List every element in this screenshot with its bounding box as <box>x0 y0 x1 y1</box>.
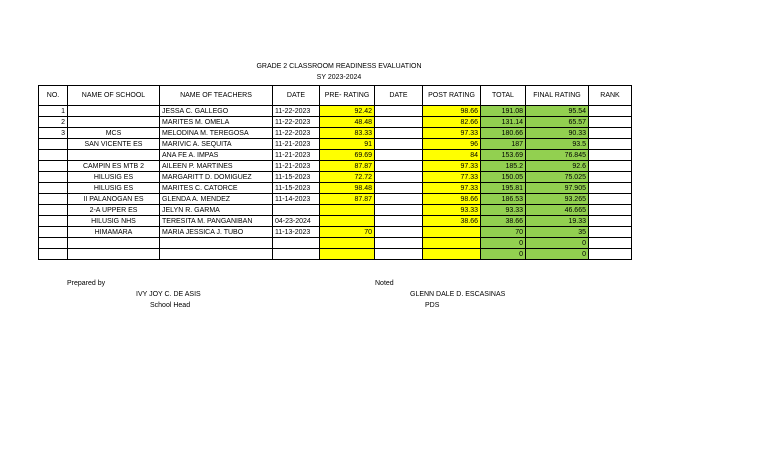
cell-rank <box>589 150 632 161</box>
table-row <box>39 249 632 260</box>
cell-teacher: ANA FE A. IMPAS <box>160 150 273 161</box>
cell-teacher: GLENDA A. MENDEZ <box>160 194 273 205</box>
col-total: TOTAL <box>481 86 526 106</box>
cell-school <box>68 106 160 117</box>
cell-no <box>39 139 68 150</box>
cell-school <box>68 117 160 128</box>
cell-final-rating: 46.665 <box>526 205 589 216</box>
cell-teacher: AILEEN P. MARTINES <box>160 161 273 172</box>
cell-school <box>68 238 160 249</box>
cell-pre-rating: 98.48 <box>320 183 375 194</box>
cell-final-rating: 35 <box>526 227 589 238</box>
cell-final-rating: 0 <box>526 249 589 260</box>
cell-final-rating: 95.54 <box>526 106 589 117</box>
cell-school: SAN VICENTE ES <box>68 139 160 150</box>
cell-rank <box>589 172 632 183</box>
cell-teacher: MARIVIC A. SEQUITA <box>160 139 273 150</box>
cell-post-rating: 38.66 <box>423 216 481 227</box>
cell-post-rating: 93.33 <box>423 205 481 216</box>
cell-no: 1 <box>39 106 68 117</box>
cell-rank <box>589 161 632 172</box>
cell-total: 195.81 <box>481 183 526 194</box>
cell-date-2 <box>375 172 423 183</box>
cell-no <box>39 172 68 183</box>
cell-date: 11-22-2023 <box>273 128 320 139</box>
cell-teacher: JESSA C. GALLEGO <box>160 106 273 117</box>
cell-school: HILUSIG ES <box>68 172 160 183</box>
cell-school: CAMPIN ES MTB 2 <box>68 161 160 172</box>
col-post-rating: POST RATING <box>423 86 481 106</box>
cell-final-rating: 93.5 <box>526 139 589 150</box>
cell-date-2 <box>375 117 423 128</box>
cell-date-2 <box>375 238 423 249</box>
cell-rank <box>589 216 632 227</box>
table-row <box>39 150 632 161</box>
cell-date: 11-15-2023 <box>273 172 320 183</box>
cell-post-rating: 82.66 <box>423 117 481 128</box>
cell-rank <box>589 227 632 238</box>
school-year: SY 2023-2024 <box>316 74 362 81</box>
cell-final-rating: 75.025 <box>526 172 589 183</box>
cell-date-2 <box>375 227 423 238</box>
cell-date: 04-23-2024 <box>273 216 320 227</box>
cell-final-rating: 93.265 <box>526 194 589 205</box>
cell-school: 2-A UPPER ES <box>68 205 160 216</box>
table-row <box>39 216 632 227</box>
cell-total: 93.33 <box>481 205 526 216</box>
cell-post-rating: 84 <box>423 150 481 161</box>
cell-post-rating: 97.33 <box>423 128 481 139</box>
cell-teacher <box>160 238 273 249</box>
cell-no <box>39 150 68 161</box>
cell-pre-rating: 87.87 <box>320 161 375 172</box>
cell-school <box>68 150 160 161</box>
cell-final-rating: 65.57 <box>526 117 589 128</box>
cell-no <box>39 205 68 216</box>
cell-total: 153.69 <box>481 150 526 161</box>
cell-rank <box>589 128 632 139</box>
cell-date: 11-14-2023 <box>273 194 320 205</box>
cell-date-2 <box>375 150 423 161</box>
evaluation-table <box>38 85 632 260</box>
cell-teacher: MARITES C. CATORCE <box>160 183 273 194</box>
cell-total: 38.66 <box>481 216 526 227</box>
cell-no <box>39 227 68 238</box>
cell-rank <box>589 249 632 260</box>
table-row <box>39 183 632 194</box>
cell-date: 11-21-2023 <box>273 150 320 161</box>
cell-pre-rating: 91 <box>320 139 375 150</box>
cell-date-2 <box>375 216 423 227</box>
cell-teacher: TERESITA M. PANGANIBAN <box>160 216 273 227</box>
cell-pre-rating <box>320 216 375 227</box>
cell-post-rating: 98.66 <box>423 106 481 117</box>
col-no: NO. <box>39 86 68 106</box>
cell-no <box>39 183 68 194</box>
cell-school: MCS <box>68 128 160 139</box>
cell-school: HILUSIG NHS <box>68 216 160 227</box>
col-school: NAME OF SCHOOL <box>68 86 160 106</box>
cell-total: 187 <box>481 139 526 150</box>
cell-final-rating: 76.845 <box>526 150 589 161</box>
cell-rank <box>589 139 632 150</box>
cell-date-2 <box>375 205 423 216</box>
table-row <box>39 117 632 128</box>
cell-pre-rating: 48.48 <box>320 117 375 128</box>
col-teacher: NAME OF TEACHERS <box>160 86 273 106</box>
cell-post-rating: 98.66 <box>423 194 481 205</box>
cell-date <box>273 249 320 260</box>
table-row <box>39 139 632 150</box>
cell-total: 180.66 <box>481 128 526 139</box>
prepared-title: School Head <box>150 302 191 309</box>
cell-post-rating <box>423 238 481 249</box>
table-row <box>39 227 632 238</box>
cell-school: HILUSIG ES <box>68 183 160 194</box>
cell-date <box>273 205 320 216</box>
cell-rank <box>589 106 632 117</box>
col-rank: RANK <box>589 86 632 106</box>
cell-school: II PALANOGAN ES <box>68 194 160 205</box>
cell-final-rating: 90.33 <box>526 128 589 139</box>
col-pre-rating: PRE- RATING <box>320 86 375 106</box>
cell-total: 191.08 <box>481 106 526 117</box>
cell-total: 0 <box>481 249 526 260</box>
cell-school: HIMAMARA <box>68 227 160 238</box>
table-row <box>39 106 632 117</box>
cell-rank <box>589 238 632 249</box>
table-row <box>39 194 632 205</box>
cell-post-rating: 97.33 <box>423 183 481 194</box>
cell-pre-rating: 83.33 <box>320 128 375 139</box>
cell-school <box>68 249 160 260</box>
cell-total: 186.53 <box>481 194 526 205</box>
cell-date: 11-21-2023 <box>273 161 320 172</box>
cell-final-rating: 92.6 <box>526 161 589 172</box>
cell-pre-rating <box>320 249 375 260</box>
table-row <box>39 238 632 249</box>
cell-no <box>39 249 68 260</box>
header-row <box>39 86 632 106</box>
cell-final-rating: 97.905 <box>526 183 589 194</box>
cell-post-rating <box>423 227 481 238</box>
cell-pre-rating: 87.87 <box>320 194 375 205</box>
cell-teacher: JELYN R. GARMA <box>160 205 273 216</box>
table-row <box>39 172 632 183</box>
cell-rank <box>589 194 632 205</box>
prepared-label: Prepared by <box>67 280 106 287</box>
cell-pre-rating: 69.69 <box>320 150 375 161</box>
cell-total: 0 <box>481 238 526 249</box>
cell-date-2 <box>375 139 423 150</box>
cell-total: 70 <box>481 227 526 238</box>
cell-teacher: MARITES M. OMELA <box>160 117 273 128</box>
cell-date <box>273 238 320 249</box>
cell-teacher: MARGARITT D. DOMIGUEZ <box>160 172 273 183</box>
cell-pre-rating <box>320 205 375 216</box>
cell-date-2 <box>375 128 423 139</box>
cell-teacher: MARIA JESSICA J. TUBO <box>160 227 273 238</box>
noted-title: PDS <box>425 302 440 309</box>
cell-no: 3 <box>39 128 68 139</box>
noted-name: GLENN DALE D. ESCASINAS <box>410 291 506 298</box>
cell-pre-rating <box>320 238 375 249</box>
cell-final-rating: 19.33 <box>526 216 589 227</box>
cell-post-rating: 96 <box>423 139 481 150</box>
cell-pre-rating: 70 <box>320 227 375 238</box>
cell-date: 11-22-2023 <box>273 117 320 128</box>
table-row <box>39 128 632 139</box>
cell-date: 11-13-2023 <box>273 227 320 238</box>
cell-no <box>39 161 68 172</box>
cell-total: 185.2 <box>481 161 526 172</box>
cell-post-rating: 97.33 <box>423 161 481 172</box>
cell-date: 11-22-2023 <box>273 106 320 117</box>
cell-total: 131.14 <box>481 117 526 128</box>
cell-teacher: MELODINA M. TEREGOSA <box>160 128 273 139</box>
table-row <box>39 161 632 172</box>
cell-post-rating <box>423 249 481 260</box>
col-date-2: DATE <box>375 86 423 106</box>
cell-pre-rating: 72.72 <box>320 172 375 183</box>
sheet-title: GRADE 2 CLASSROOM READINESS EVALUATION <box>256 63 422 70</box>
table-row <box>39 205 632 216</box>
cell-date-2 <box>375 183 423 194</box>
cell-teacher <box>160 249 273 260</box>
cell-final-rating: 0 <box>526 238 589 249</box>
cell-no <box>39 238 68 249</box>
cell-date-2 <box>375 106 423 117</box>
cell-total: 150.05 <box>481 172 526 183</box>
cell-no <box>39 216 68 227</box>
cell-date: 11-21-2023 <box>273 139 320 150</box>
cell-date: 11-15-2023 <box>273 183 320 194</box>
cell-no <box>39 194 68 205</box>
cell-date-2 <box>375 249 423 260</box>
cell-pre-rating: 92.42 <box>320 106 375 117</box>
cell-rank <box>589 183 632 194</box>
col-final-rating: FINAL RATING <box>526 86 589 106</box>
cell-no: 2 <box>39 117 68 128</box>
cell-date-2 <box>375 194 423 205</box>
cell-rank <box>589 117 632 128</box>
prepared-name: IVY JOY C. DE ASIS <box>136 291 201 298</box>
col-date: DATE <box>273 86 320 106</box>
cell-rank <box>589 205 632 216</box>
cell-post-rating: 77.33 <box>423 172 481 183</box>
noted-label: Noted <box>375 280 394 287</box>
cell-date-2 <box>375 161 423 172</box>
